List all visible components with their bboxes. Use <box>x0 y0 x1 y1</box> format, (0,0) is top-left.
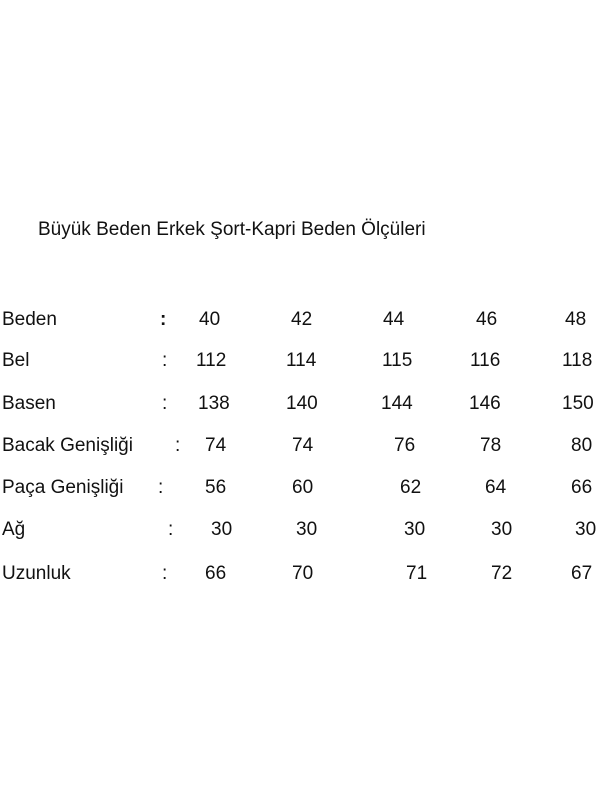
value-cell: 76 <box>394 435 416 456</box>
value-cell: 112 <box>196 350 227 371</box>
value-cell: 66 <box>205 563 227 584</box>
row-label: Paça Genişliği <box>2 477 124 498</box>
value-cell: 116 <box>470 350 501 371</box>
row-colon: : <box>160 309 167 330</box>
table-row-bacak-genisligi <box>0 435 600 465</box>
value-cell: 42 <box>291 309 313 330</box>
value-cell: 30 <box>211 519 233 540</box>
value-cell: 44 <box>383 309 405 330</box>
row-colon: : <box>162 563 168 584</box>
row-label: Bel <box>2 350 30 371</box>
value-cell: 62 <box>400 477 422 498</box>
table-row-paca-genisligi <box>0 477 600 507</box>
table-row-basen <box>0 393 600 423</box>
value-cell: 144 <box>381 393 413 414</box>
value-cell: 80 <box>571 435 593 456</box>
table-row-ag <box>0 519 600 549</box>
value-cell: 60 <box>292 477 314 498</box>
table-row-bel <box>0 350 600 380</box>
value-cell: 72 <box>491 563 513 584</box>
value-cell: 74 <box>292 435 314 456</box>
value-cell: 56 <box>205 477 227 498</box>
row-label: Uzunluk <box>2 563 71 584</box>
value-cell: 70 <box>292 563 314 584</box>
value-cell: 118 <box>562 350 593 371</box>
value-cell: 146 <box>469 393 501 414</box>
value-cell: 48 <box>565 309 587 330</box>
table-row-uzunluk <box>0 563 600 593</box>
value-cell: 40 <box>199 309 221 330</box>
row-colon: : <box>175 435 181 456</box>
value-cell: 30 <box>404 519 426 540</box>
value-cell: 64 <box>485 477 507 498</box>
page-title: Büyük Beden Erkek Şort-Kapri Beden Ölçüleri <box>38 219 426 240</box>
row-label: Bacak Genişliği <box>2 435 133 456</box>
row-colon: : <box>162 350 168 371</box>
value-cell: 115 <box>382 350 413 371</box>
row-label: Ağ <box>2 519 26 540</box>
value-cell: 78 <box>480 435 502 456</box>
value-cell: 30 <box>296 519 318 540</box>
row-label: Beden <box>2 309 57 330</box>
value-cell: 30 <box>491 519 513 540</box>
value-cell: 74 <box>205 435 227 456</box>
value-cell: 66 <box>571 477 593 498</box>
value-cell: 140 <box>286 393 318 414</box>
row-label: Basen <box>2 393 56 414</box>
value-cell: 46 <box>476 309 498 330</box>
value-cell: 114 <box>286 350 317 371</box>
row-colon: : <box>168 519 174 540</box>
row-colon: : <box>162 393 168 414</box>
value-cell: 67 <box>571 563 593 584</box>
row-colon: : <box>158 477 164 498</box>
value-cell: 138 <box>198 393 230 414</box>
value-cell: 150 <box>562 393 594 414</box>
value-cell: 30 <box>575 519 597 540</box>
table-row-beden <box>0 309 600 339</box>
value-cell: 71 <box>406 563 428 584</box>
